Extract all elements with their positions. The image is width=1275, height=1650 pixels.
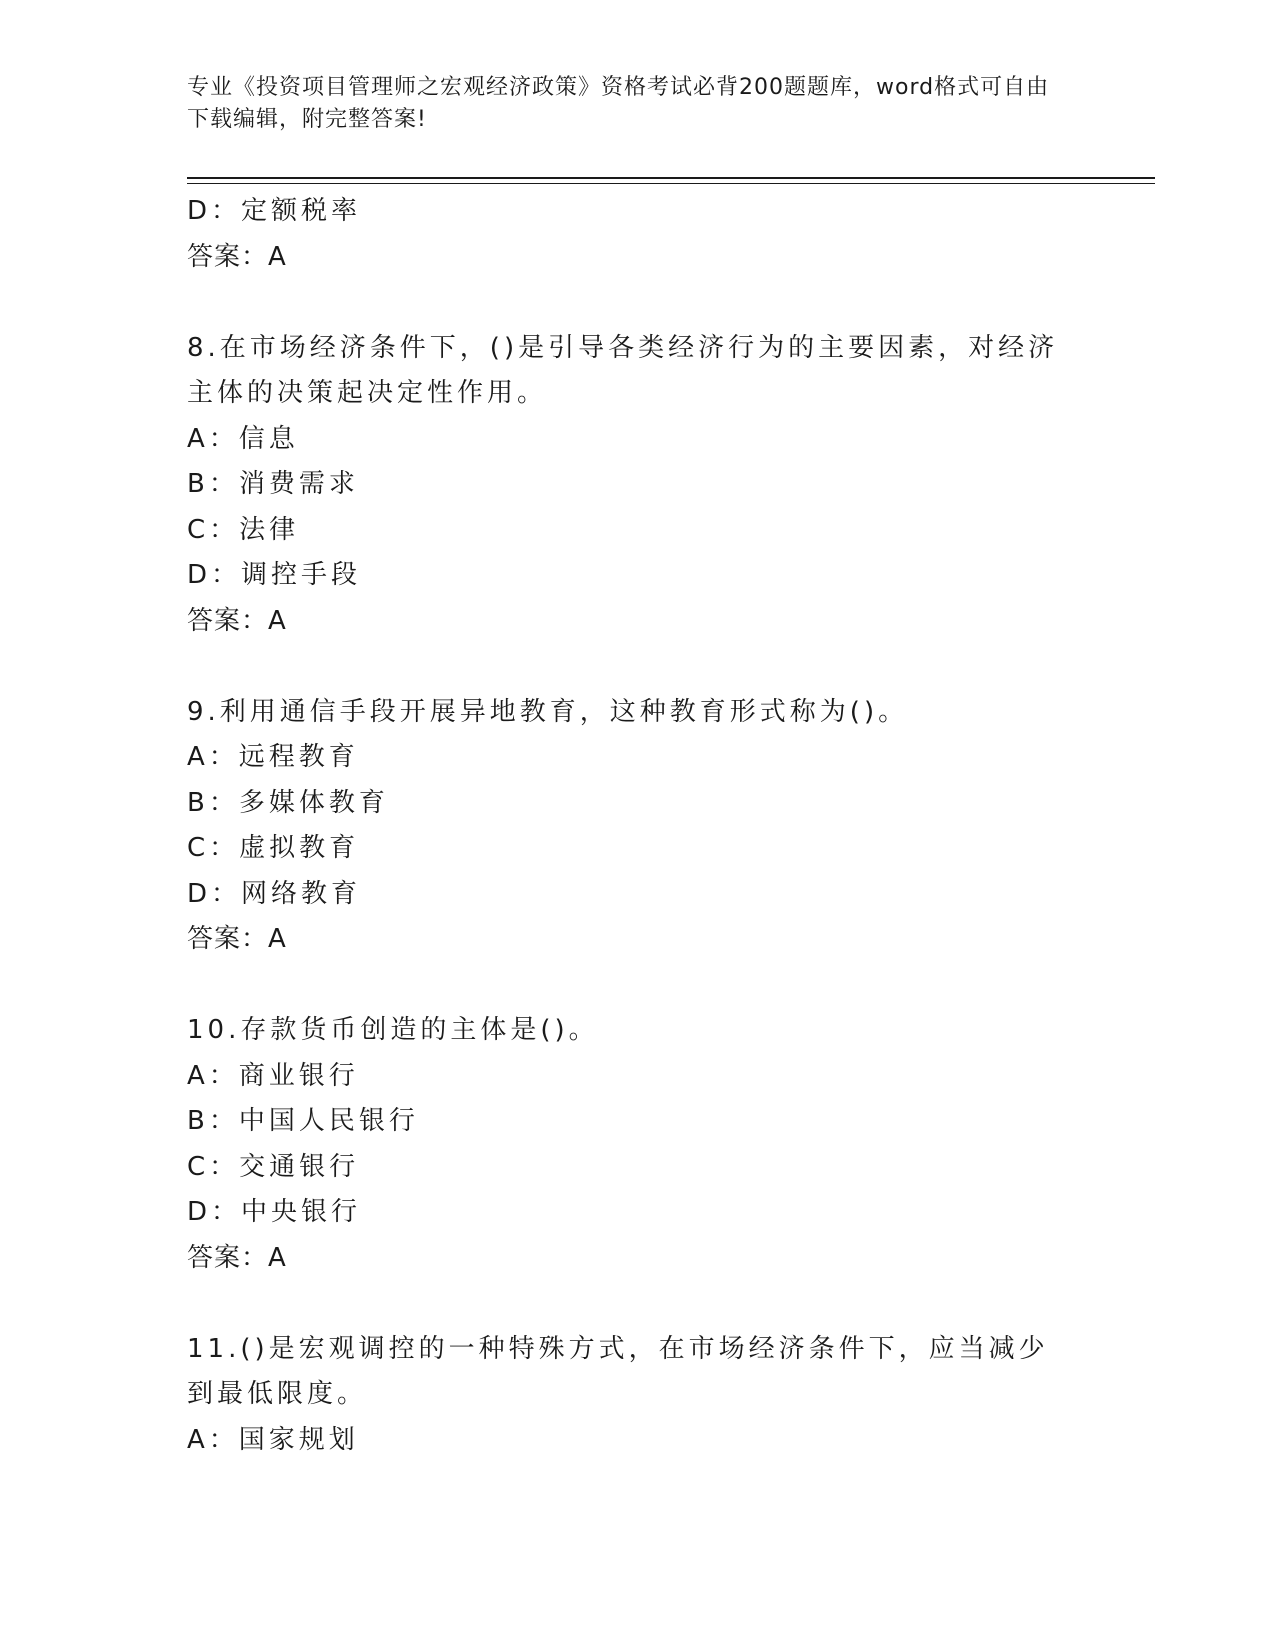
header-divider-thick: [187, 177, 1155, 179]
option-c: C：法律: [187, 514, 300, 545]
option-a: A：商业银行: [187, 1060, 359, 1091]
option-b: B：多媒体教育: [187, 787, 389, 818]
option-c: C：虚拟教育: [187, 833, 360, 863]
option-b: B：消费需求: [187, 469, 359, 499]
question-text-10: 10.存款货币创造的主体是()。: [187, 1015, 599, 1045]
answer: 答案：A: [187, 1242, 287, 1273]
answer: 答案：A: [187, 241, 287, 272]
option-d: D：调控手段: [187, 560, 362, 590]
question-text-9: 9.利用通信手段开展异地教育，这种教育形式称为()。: [187, 696, 909, 727]
option-d: D：中央银行: [187, 1197, 362, 1227]
option-d: D：网络教育: [187, 878, 362, 909]
option-d: D：定额税率: [187, 196, 362, 226]
question-list: [187, 189, 1087, 1463]
document-header: 专业《投资项目管理师之宏观经济政策》资格考试必背200题题库，word格式可自由下载编辑，附完整答案!: [187, 75, 1050, 132]
spacer: [187, 280, 1087, 326]
option-c: C：交通银行: [187, 1151, 360, 1182]
answer: 答案：A: [187, 605, 287, 636]
header-divider-thin: [187, 183, 1155, 184]
option-a: A：国家规划: [187, 1424, 359, 1455]
option-a: A：信息: [187, 423, 299, 454]
option-b: B：中国人民银行: [187, 1106, 419, 1136]
option-a: A：远程教育: [187, 742, 359, 772]
question-text-11: 11.()是宏观调控的一种特殊方式，在市场经济条件下，应当减少到最低限度。: [187, 1333, 1049, 1409]
question-text-8: 8.在市场经济条件下，()是引导各类经济行为的主要因素，对经济主体的决策起决定性作用。: [187, 332, 1059, 408]
spacer: [187, 644, 1087, 690]
spacer: [187, 1281, 1087, 1327]
spacer: [187, 963, 1087, 1009]
answer: 答案：A: [187, 924, 287, 954]
